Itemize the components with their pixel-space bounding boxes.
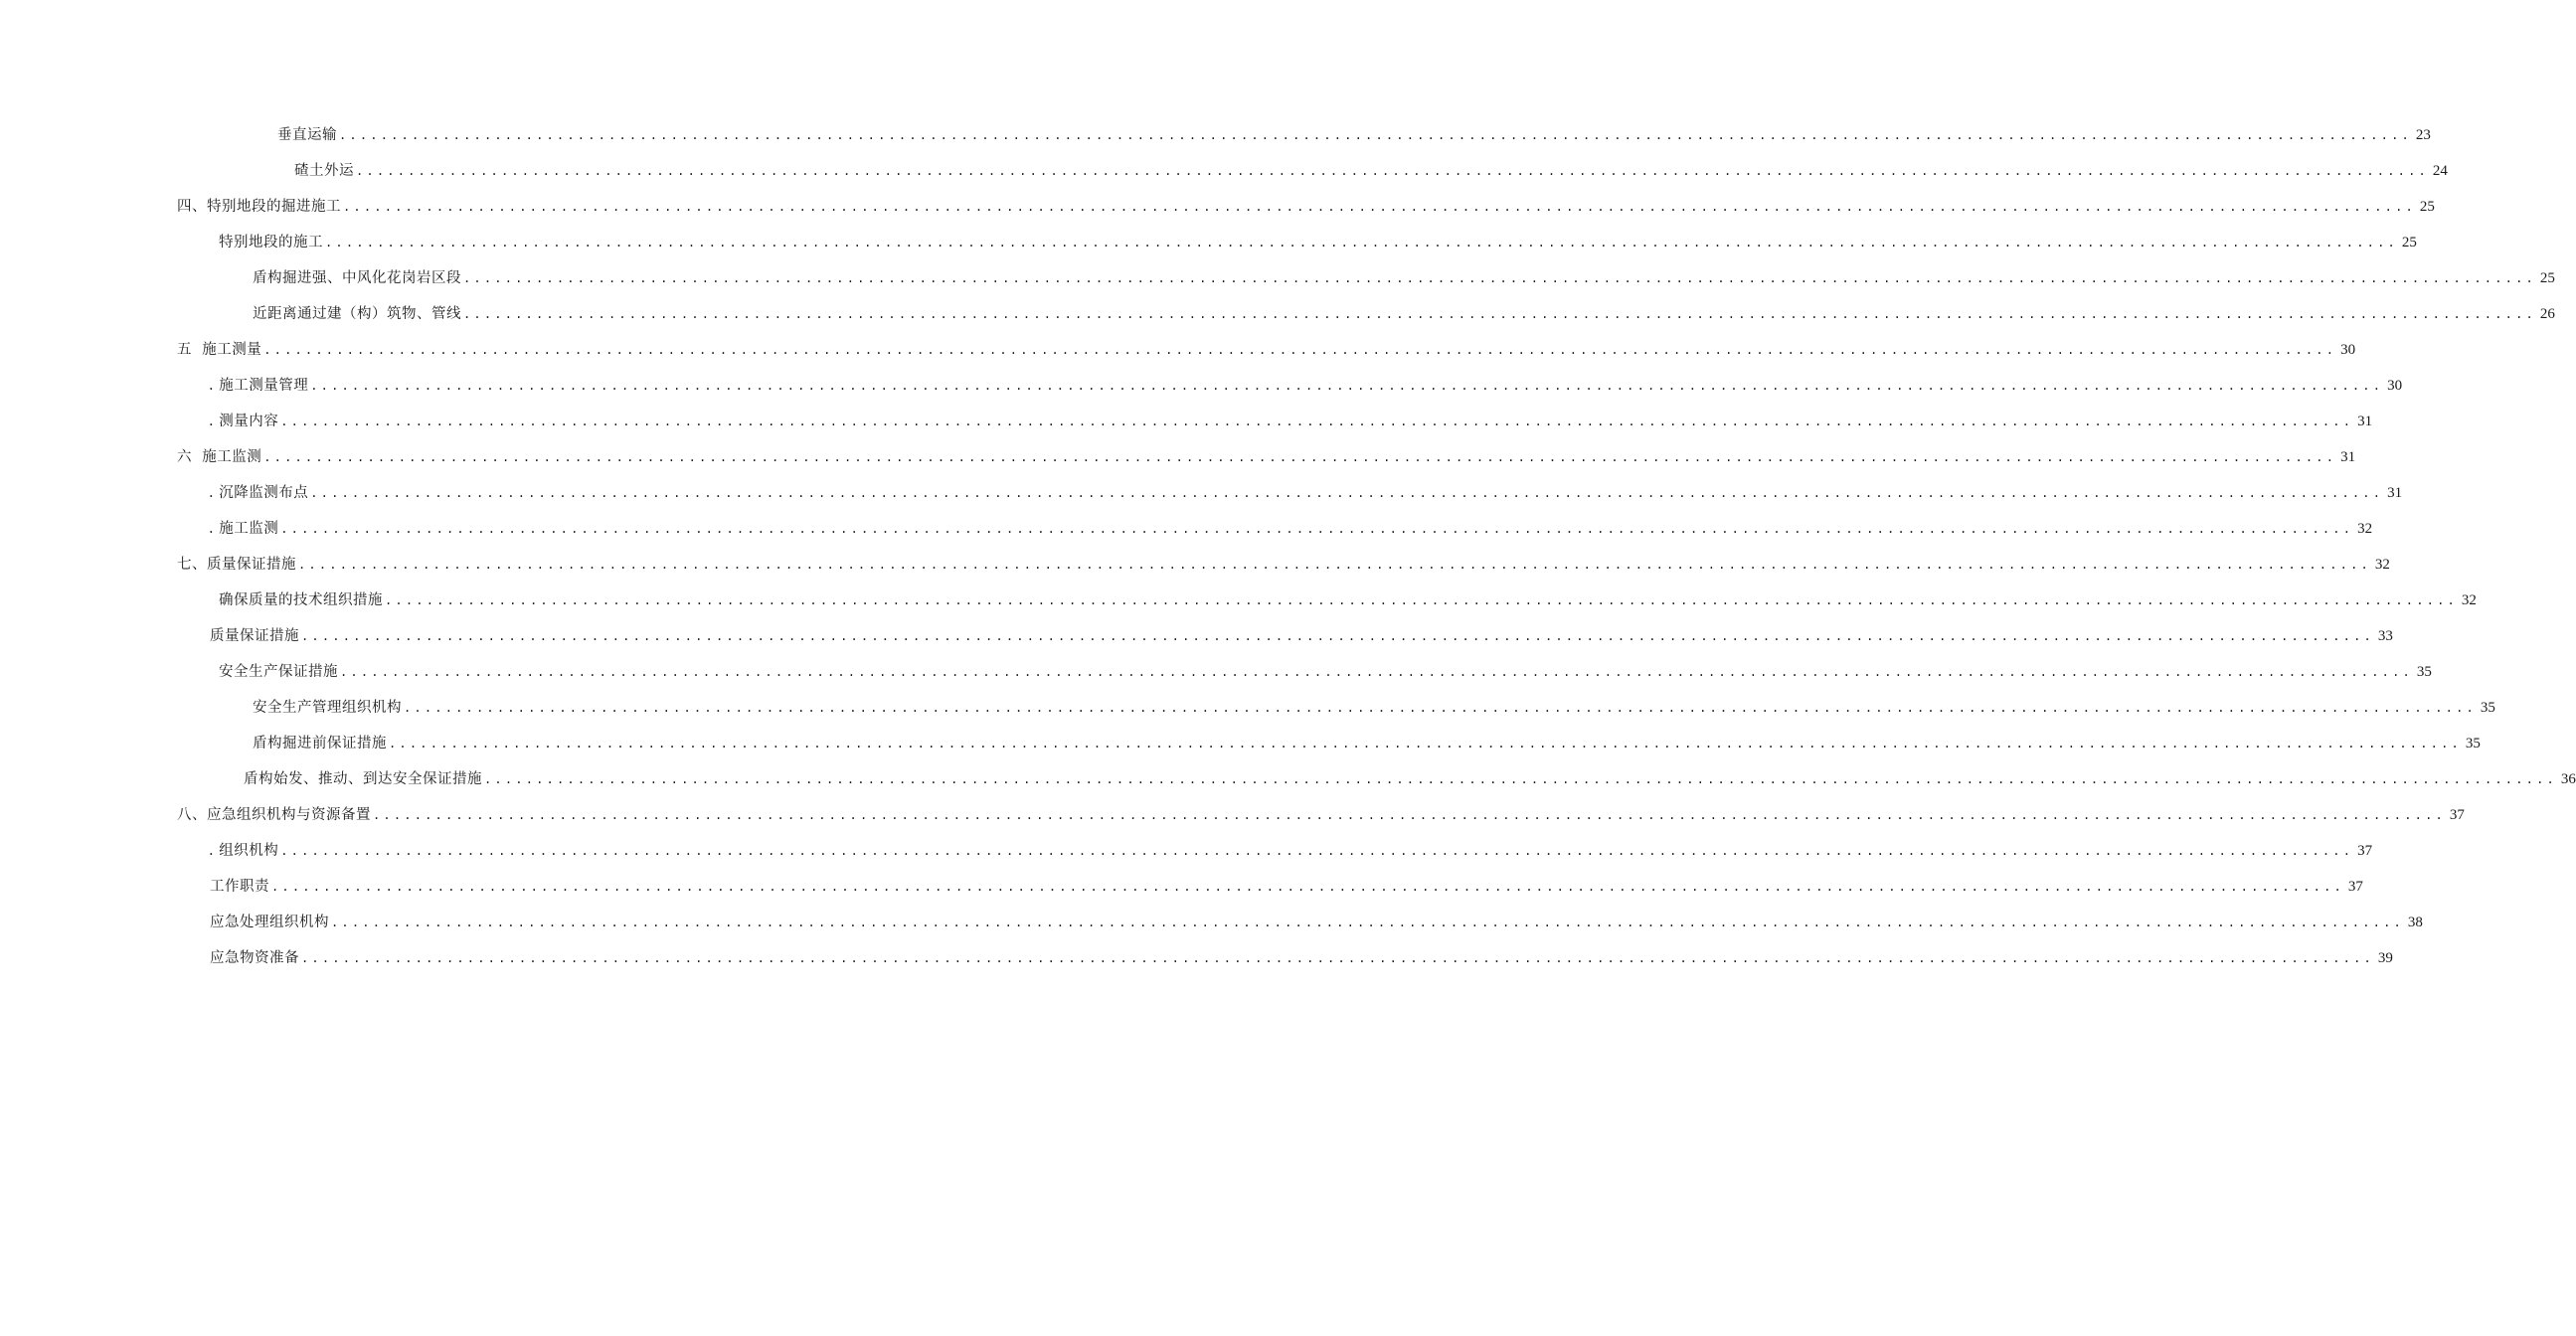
- toc-entry[interactable]: [0, 690, 2495, 726]
- toc-entry-title: 应急物资准备: [210, 950, 299, 966]
- toc-page-number: 31: [2387, 485, 2403, 501]
- toc-entry[interactable]: [0, 260, 2555, 296]
- toc-dot-leader: ........................................................................................................................................................................................................: [263, 343, 2337, 357]
- toc-entry-title: . 施工测量管理: [209, 378, 309, 394]
- toc-entry[interactable]: [0, 511, 2373, 547]
- toc-entry-title: 五 施工测量: [177, 342, 262, 358]
- toc-dot-leader: ........................................................................................................................................................................................................: [280, 522, 2354, 536]
- toc-entry-title: . 施工监测: [209, 521, 279, 537]
- toc-dot-leader: ........................................................................................................................................................................................................: [310, 486, 2384, 500]
- toc-dot-leader: ........................................................................................................................................................................................................: [373, 808, 2446, 822]
- toc-page-number: 32: [2461, 592, 2477, 608]
- toc-page-number: 31: [2340, 449, 2356, 465]
- toc-entry-title: . 组织机构: [209, 843, 279, 859]
- toc-entry[interactable]: [0, 117, 2431, 153]
- toc-dot-leader: ........................................................................................................................................................................................................: [463, 307, 2536, 321]
- toc-entry[interactable]: [0, 726, 2481, 761]
- toc-page-number: 33: [2377, 628, 2393, 644]
- toc-entry[interactable]: [0, 618, 2393, 654]
- toc-dot-leader: ........................................................................................................................................................................................................: [331, 916, 2404, 929]
- toc-entry[interactable]: [0, 475, 2403, 511]
- toc-entry-title: 特别地段的施工: [219, 235, 323, 250]
- toc-entry[interactable]: [0, 439, 2356, 475]
- toc-page-number: 32: [2357, 521, 2373, 537]
- toc-entry-title: 确保质量的技术组织措施: [219, 592, 383, 608]
- toc-page-number: 35: [2480, 700, 2495, 716]
- table-of-contents: [0, 117, 2576, 976]
- toc-dot-leader: ........................................................................................................................................................................................................: [343, 200, 2416, 214]
- toc-dot-leader: ........................................................................................................................................................................................................: [310, 379, 2384, 393]
- toc-entry[interactable]: [0, 833, 2373, 869]
- toc-page-number: 26: [2539, 306, 2555, 322]
- toc-entry[interactable]: [0, 547, 2390, 583]
- toc-page-number: 25: [2401, 235, 2417, 250]
- toc-page-number: 31: [2357, 414, 2373, 429]
- toc-page-number: 32: [2374, 557, 2390, 573]
- toc-dot-leader: ........................................................................................................................................................................................................: [280, 415, 2354, 428]
- toc-dot-leader: ........................................................................................................................................................................................................: [263, 450, 2337, 464]
- toc-page-number: 35: [2416, 664, 2432, 680]
- toc-page-number: 38: [2407, 915, 2423, 930]
- toc-entry-title: 安全生产保证措施: [219, 664, 338, 680]
- toc-dot-leader: ........................................................................................................................................................................................................: [356, 164, 2429, 178]
- toc-entry-title: 碴土外运: [294, 163, 354, 179]
- toc-entry[interactable]: [0, 797, 2465, 833]
- toc-entry-title: 盾构掘进前保证措施: [253, 736, 387, 752]
- toc-page-number: 37: [2347, 879, 2363, 895]
- toc-entry-title: 盾构掘进强、中风化花岗岩区段: [253, 270, 461, 286]
- toc-entry-title: . 测量内容: [209, 414, 279, 429]
- toc-dot-leader: ........................................................................................................................................................................................................: [339, 128, 2412, 142]
- toc-dot-leader: ........................................................................................................................................................................................................: [325, 236, 2398, 250]
- toc-entry-title: 四、特别地段的掘进施工: [177, 199, 341, 215]
- toc-dot-leader: ........................................................................................................................................................................................................: [340, 665, 2413, 679]
- toc-page-number: 25: [2539, 270, 2555, 286]
- toc-page-number: 25: [2419, 199, 2435, 215]
- toc-dot-leader: ........................................................................................................................................................................................................: [463, 271, 2536, 285]
- toc-page-number: 30: [2340, 342, 2356, 358]
- toc-entry-title: 安全生产管理组织机构: [253, 700, 402, 716]
- toc-dot-leader: ........................................................................................................................................................................................................: [389, 737, 2462, 751]
- toc-entry-title: 近距离通过建（构）筑物、管线: [253, 306, 461, 322]
- toc-page-number: 23: [2415, 127, 2431, 143]
- toc-page-number: 37: [2449, 807, 2465, 823]
- toc-dot-leader: ........................................................................................................................................................................................................: [484, 772, 2557, 786]
- toc-page-number: 24: [2432, 163, 2448, 179]
- toc-entry[interactable]: [0, 332, 2356, 368]
- toc-entry[interactable]: [0, 761, 2576, 797]
- toc-entry-title: 七、质量保证措施: [177, 557, 296, 573]
- toc-entry-title: 六 施工监测: [177, 449, 262, 465]
- toc-dot-leader: ........................................................................................................................................................................................................: [298, 558, 2371, 572]
- toc-page-number: 37: [2357, 843, 2373, 859]
- toc-entry-title: 质量保证措施: [210, 628, 299, 644]
- toc-dot-leader: ........................................................................................................................................................................................................: [301, 951, 2374, 965]
- toc-entry[interactable]: [0, 153, 2448, 189]
- toc-dot-leader: ........................................................................................................................................................................................................: [385, 593, 2458, 607]
- toc-entry[interactable]: [0, 225, 2417, 260]
- toc-dot-leader: ........................................................................................................................................................................................................: [404, 701, 2477, 715]
- toc-entry-title: 工作职责: [210, 879, 269, 895]
- toc-entry-title: 应急处理组织机构: [210, 915, 329, 930]
- toc-entry[interactable]: [0, 869, 2363, 905]
- toc-page-number: 36: [2560, 771, 2576, 787]
- toc-page-number: 35: [2465, 736, 2481, 752]
- toc-entry-title: . 沉降监测布点: [209, 485, 309, 501]
- toc-page-number: 30: [2387, 378, 2403, 394]
- toc-entry-title: 八、应急组织机构与资源备置: [177, 807, 371, 823]
- toc-entry[interactable]: [0, 583, 2477, 618]
- toc-dot-leader: ........................................................................................................................................................................................................: [280, 844, 2354, 858]
- toc-dot-leader: ........................................................................................................................................................................................................: [271, 880, 2344, 894]
- toc-entry[interactable]: [0, 189, 2435, 225]
- toc-entry[interactable]: [0, 654, 2432, 690]
- toc-entry[interactable]: [0, 296, 2555, 332]
- toc-page-number: 39: [2377, 950, 2393, 966]
- toc-entry[interactable]: [0, 905, 2423, 940]
- toc-entry[interactable]: [0, 368, 2403, 404]
- toc-entry-title: 盾构始发、推动、到达安全保证措施: [244, 771, 482, 787]
- toc-dot-leader: ........................................................................................................................................................................................................: [301, 629, 2374, 643]
- toc-entry[interactable]: [0, 940, 2393, 976]
- toc-entry-title: 垂直运输: [277, 127, 337, 143]
- toc-entry[interactable]: [0, 404, 2373, 439]
